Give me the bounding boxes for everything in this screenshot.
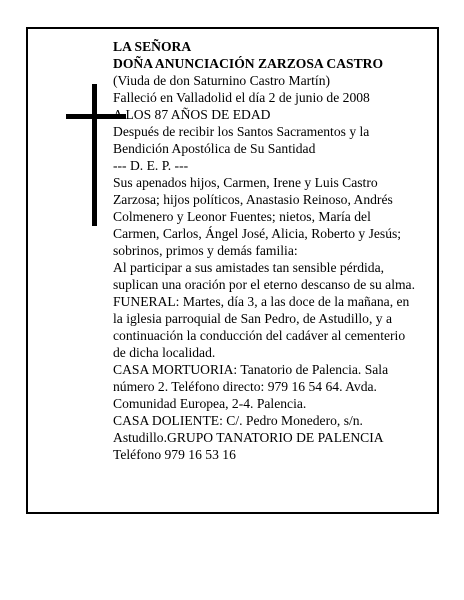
funeral-line-1: FUNERAL: Martes, día 3, a las doce de la mañana, en [113, 294, 410, 309]
funeral-line-3: continuación la conducción del cadáver al cementerio [113, 328, 406, 343]
family-line-4: Carmen, Carlos, Ángel José, Alicia, Roberto y Jesús; [113, 226, 402, 241]
funeral-line-4: de dicha localidad. [113, 345, 216, 360]
request-line-1: Al participar a sus amistades tan sensible pérdida, [113, 260, 385, 275]
telephone-line: Teléfono 979 16 53 16 [113, 447, 236, 462]
widow-of-line: (Viuda de don Saturnino Castro Martín) [113, 73, 331, 88]
family-line-5: sobrinos, primos y demás familia: [113, 243, 298, 258]
mourning-house-line-2: Astudillo.GRUPO TANATORIO DE PALENCIA [113, 430, 384, 445]
sacraments-line-2: Bendición Apostólica de Su Santidad [113, 141, 316, 156]
age-line: A LOS 87 AÑOS DE EDAD [113, 107, 271, 122]
family-line-1: Sus apenados hijos, Carmen, Irene y Luis Castro [113, 175, 378, 190]
request-line-2: suplican una oración por el eterno descanso de su alma. [113, 277, 415, 292]
sacraments-line-1: Después de recibir los Santos Sacramentos y la [113, 124, 370, 139]
cross-vertical-bar [92, 84, 97, 226]
rip-line: --- D. E. P. --- [113, 158, 189, 173]
mourning-house-line-1: CASA DOLIENTE: C/. Pedro Monedero, s/n. [113, 413, 363, 428]
obituary-text [113, 38, 423, 463]
funeral-line-2: la iglesia parroquial de San Pedro, de Astudillo, y a [113, 311, 392, 326]
family-line-2: Zarzosa; hijos políticos, Anastasio Reinoso, Andrés [113, 192, 393, 207]
mortuary-line-1: CASA MORTUORIA: Tanatorio de Palencia. Sala [113, 362, 389, 377]
notice-title: LA SEÑORA [113, 39, 192, 54]
mortuary-line-3: Comunidad Europea, 2-4. Palencia. [113, 396, 307, 411]
death-place-date: Falleció en Valladolid el día 2 de junio de 2008 [113, 90, 370, 105]
family-line-3: Colmenero y Leonor Fuentes; nietos, María del [113, 209, 371, 224]
deceased-name: DOÑA ANUNCIACIÓN ZARZOSA CASTRO [113, 56, 384, 71]
mortuary-line-2: número 2. Teléfono directo: 979 16 54 64. Avda. [113, 379, 377, 394]
